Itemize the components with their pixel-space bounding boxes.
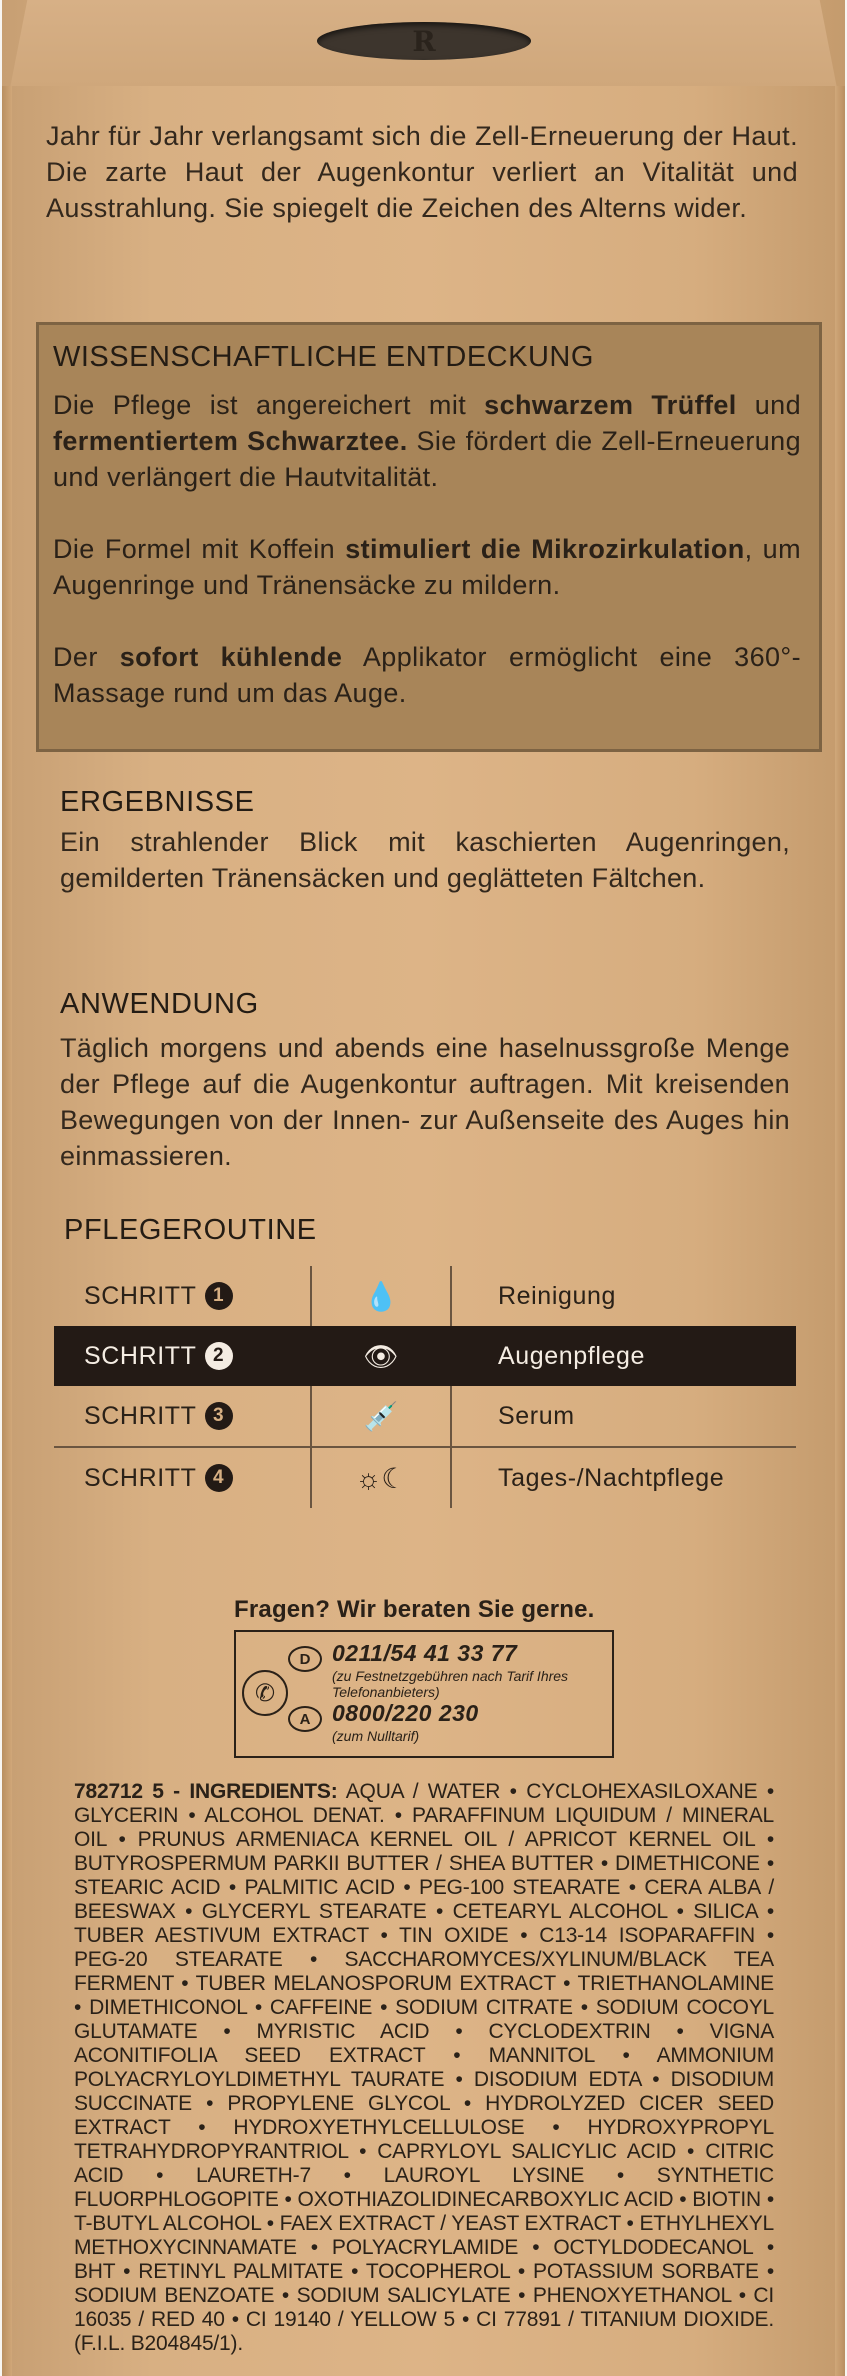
step-number: 1: [205, 1282, 233, 1310]
routine-step-3: SCHRITT 3 💉 Serum: [54, 1386, 796, 1446]
phone-note-austria: (zum Nulltarif): [332, 1728, 420, 1744]
contact-frame: [234, 1630, 614, 1758]
usage-heading: ANWENDUNG: [60, 988, 259, 1020]
step-number: 3: [205, 1402, 233, 1430]
step-name: Serum: [498, 1401, 575, 1430]
results-text: Ein strahlender Blick mit kaschierten Augenringen, gemilderten Tränensäcken und geglätteten Fältchen.: [60, 827, 790, 893]
sun-moon-icon: ☼☾: [310, 1448, 452, 1508]
country-code-germany: D: [288, 1646, 322, 1672]
step-number: 4: [205, 1464, 233, 1492]
step-name: Augenpflege: [498, 1341, 646, 1370]
ingredients-list: [74, 1780, 774, 2356]
ingredients-prefix: 782712 5 - INGREDIENTS:: [74, 1780, 338, 1803]
phone-number-austria[interactable]: 0800/220 230: [332, 1700, 479, 1726]
science-box: [36, 322, 822, 752]
phone-number-germany[interactable]: 0211/54 41 33 77: [332, 1640, 518, 1666]
pipette-icon: 💉: [310, 1386, 452, 1446]
results-heading: ERGEBNISSE: [60, 786, 255, 818]
science-paragraph-3: Der sofort kühlende Applikator ermöglicht eine 360°-Massage rund um das Auge.: [53, 642, 801, 708]
step-name: Tages-/Nachtpflege: [498, 1463, 725, 1492]
routine-step-4: SCHRITT 4 ☼☾ Tages-/Nachtpflege: [54, 1448, 796, 1508]
box-edge-left: [2, 86, 12, 2376]
routine-heading: PFLEGEROUTINE: [64, 1214, 317, 1246]
routine-step-2-highlighted: SCHRITT 2 👁 Augenpflege: [54, 1326, 796, 1386]
phone-icon: ✆: [242, 1670, 288, 1716]
eye-icon: 👁: [363, 1340, 399, 1372]
intro-text: Jahr für Jahr verlangsamt sich die Zell-Erneuerung der Haut. Die zarte Haut der Augenkontur verliert an Vitalität und Ausstrahlung. Sie spiegelt die Zeichen des Alterns wider.: [46, 121, 798, 223]
contact-question: Fragen? Wir beraten Sie gerne.: [234, 1596, 595, 1623]
country-code-austria: A: [288, 1706, 322, 1732]
step-name: Reinigung: [498, 1281, 616, 1310]
ingredients-text: AQUA / WATER • CYCLOHEXASILOXANE • GLYCERIN • ALCOHOL DENAT. • PARAFFINUM LIQUIDUM / MINERAL OIL • PRUNUS ARMENIACA KERNEL OIL / APRICOT KERNEL OIL • BUTYROSPERMUM PARKII BUTTER / SHEA BUTTER • DIMETHICONE • STEARIC ACID • PALMITIC ACID • PEG-100 STEARATE • CERA ALBA / BEESWAX • GLYCERYL STEARATE • CETEARYL ALCOHOL • SILICA • TUBER AESTIVUM EXTRACT • TIN OXIDE • C13-14 ISOPARAFFIN • PEG-20 STEARATE • SACCHAROMYCES/XYLINUM/BLACK TEA FERMENT • TUBER MELANOSPORUM EXTRACT • TRIETHANOLAMINE • DIMETHICONOL • CAFFEINE • SODIUM CITRATE • SODIUM COCOYL GLUTAMATE • MYRISTIC ACID • CYCLODEXTRIN • VIGNA ACONITIFOLIA SEED EXTRACT • MANNITOL • AMMONIUM POLYACRYLOYLDIMETHYL TAURATE • DISODIUM EDTA • DISODIUM SUCCINATE • PROPYLENE GLYCOL • HYDROLYZED CICER SEED EXTRACT • HYDROXYETHYLCELLULOSE • HYDROXYPROPYL TETRAHYDROPYRANTRIOL • CAPRYLOYL SALICYLIC ACID • CITRIC ACID • LAURETH-7 • LAUROYL LYSINE • SYNTHETIC FLUORPHLOGOPITE • OXOTHIAZOLIDINECARBOXYLIC ACID • BIOTIN • T-BUTYL ALCOHOL • FAEX EXTRACT / YEAST EXTRACT • ETHYLHEXYL METHOXYCINNAMATE • POLYACRYLAMIDE • OCTYLDODECANOL • BHT • RETINYL PALMITATE • TOCOPHEROL • POTASSIUM SORBATE • SODIUM BENZOATE • SODIUM SALICYLATE • PHENOXYETHANOL • CI 16035 / RED 40 • CI 19140 / YELLOW 5 • CI 77891 / TITANIUM DIOXIDE. (F.I.L. B204845/1).: [74, 1780, 774, 2355]
step-number: 2: [205, 1342, 233, 1370]
science-paragraph-1: Die Pflege ist angereichert mit schwarzem Trüffel und fermentiertem Schwarztee. Sie fördert die Zell-Erneuerung und verlängert die Hautvitalität.: [53, 390, 801, 492]
box-edge-right: [835, 86, 845, 2376]
phone-note-germany: (zu Festnetzgebühren nach Tarif Ihres Telefonanbieters): [332, 1668, 569, 1700]
hang-hole: [317, 22, 531, 60]
science-heading: WISSENSCHAFTLICHE ENTDECKUNG: [53, 341, 594, 373]
science-paragraph-2: Die Formel mit Koffein stimuliert die Mikrozirkulation, um Augenringe und Tränensäcke zu mildern.: [53, 534, 801, 600]
contact-block: [234, 1596, 614, 1758]
brand-logo-icon: R: [412, 24, 436, 58]
routine-step-1: SCHRITT 1 💧 Reinigung: [54, 1266, 796, 1326]
drop-icon: 💧: [310, 1266, 452, 1326]
usage-text: Täglich morgens und abends eine haselnussgroße Menge der Pflege auf die Augenkontur auftragen. Mit kreisenden Bewegungen von der Innen- zur Außenseite des Auges hin einmassieren.: [60, 1033, 790, 1171]
routine-table: [54, 1266, 796, 1508]
